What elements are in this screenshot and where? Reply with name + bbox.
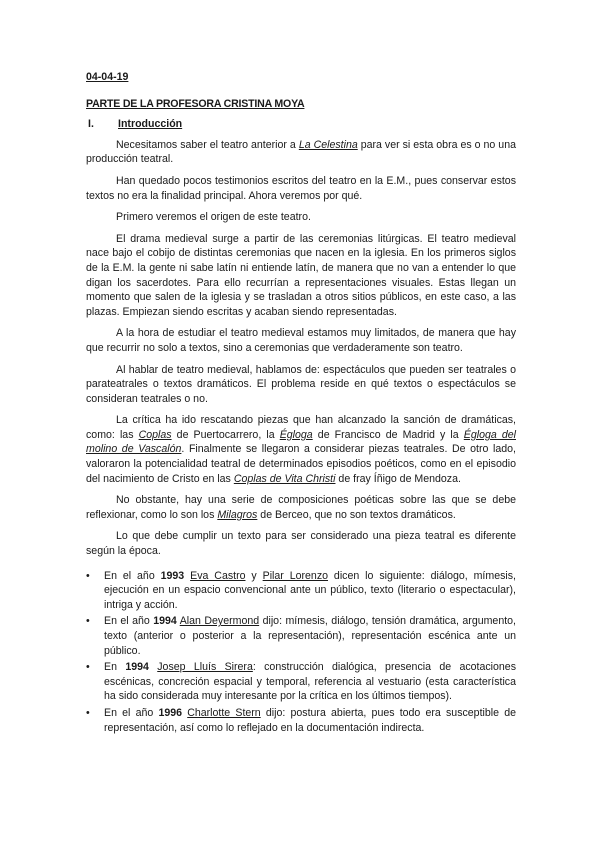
criteria-list (86, 569, 516, 736)
list-item (86, 660, 516, 704)
list-text: dicen lo siguiente: diálogo, mímesis, ejecución en un espacio convencional ante un público, texto (literario o espectacular), intriga y acción. (104, 569, 516, 611)
list-text: En el año (104, 615, 154, 628)
year: 1993 (160, 569, 185, 582)
work-title: Égloga (279, 428, 313, 441)
paragraph-2: Han quedado pocos testimonios escritos del teatro en la E.M., pues conservar estos textos no era la finalidad principal. Ahora veremos por qué. (86, 174, 516, 202)
work-title: Milagros (217, 508, 258, 521)
author-name: Pilar Lorenzo (262, 569, 329, 582)
paragraph-text: para ver si esta obra es o no una producción teatral. (86, 138, 516, 166)
paragraph-text: Necesitamos saber el teatro anterior a (116, 138, 299, 151)
author-name: Charlotte Stern (187, 706, 261, 719)
paragraph-text: . Finalmente se llegaron a considerar piezas teatrales. De otro lado, valoraron la potencialidad teatral de determinados episodios poéticos, como en el episodio del nacimiento de Cristo en las (86, 443, 516, 485)
document-title: PARTE DE LA PROFESORA CRISTINA MOYA (86, 97, 305, 110)
work-title: Coplas (138, 428, 172, 441)
list-text: : construcción dialógica, presencia de acotaciones escénicas, concreción espacial y temporal, referencia al vestuario (esta característica ha sido considerada muy interesante por la crítica en los últimos tiempos). (104, 661, 516, 703)
list-text: En (104, 661, 126, 674)
bullet-icon: • (86, 569, 90, 582)
author-name: Alan Deyermond (179, 615, 260, 628)
paragraph-7 (86, 413, 516, 486)
list-text: dijo: mímesis, diálogo, tensión dramática, argumento, texto (anterior o posterior a la representación), representación escénica ante un público. (104, 615, 516, 657)
list-item (86, 706, 516, 735)
section-heading (86, 117, 516, 132)
list-item (86, 614, 516, 658)
paragraph-text: de fray Íñigo de Mendoza. (335, 472, 461, 485)
bullet-icon: • (86, 706, 90, 719)
paragraph-3: Primero veremos el origen de este teatro. (116, 211, 311, 224)
list-text: dijo: postura abierta, pues todo era susceptible de representación, así como lo reflejado en la documentación indirecta. (104, 706, 516, 734)
list-text: y (245, 569, 263, 582)
work-title: La Celestina (298, 138, 358, 151)
paragraph-text: de Puertocarrero, la (171, 428, 280, 441)
document-page (86, 70, 516, 737)
paragraph-text: La crítica ha ido rescatando piezas que han alcanzado la sanción de dramáticas, como: las (86, 414, 516, 441)
year: 1996 (158, 706, 183, 719)
paragraph-text: de Francisco de Madrid y la (312, 428, 464, 441)
list-item (86, 569, 516, 613)
year: 1994 (153, 615, 177, 628)
bullet-icon: • (86, 661, 90, 674)
paragraph-4: El drama medieval surge a partir de las ceremonias litúrgicas. El teatro medieval nace bajo el cobijo de distintas ceremonias que nacen en la iglesia. En los primeros siglos de la E.M. la gente ni sabe latín ni entiende latín, de manera que no van a entender lo que digan los sacerdotes. Para ello recurrían a representaciones visuales. Estas llegan un momento que salen de la iglesia y se trasladan a otros sitios públicos, en este caso, a las plazas. Empiezan siendo escritas y acaban siendo representadas. (86, 232, 516, 318)
author-name: Josep Lluís Sirera (157, 661, 253, 674)
bullet-icon: • (86, 615, 90, 628)
author-name: Eva Castro (190, 569, 246, 582)
paragraph-6: Al hablar de teatro medieval, hablamos de: espectáculos que pueden ser teatrales o parateatrales o textos dramáticos. El problema reside en qué textos o espectáculos se consideran teatrales o no. (86, 363, 516, 405)
year: 1994 (125, 661, 149, 674)
paragraph-1 (86, 138, 516, 167)
paragraph-text: No obstante, hay una serie de composiciones poéticas sobre las que se debe reflexionar, como lo son los (86, 494, 516, 521)
list-text: En el año (104, 569, 161, 582)
work-title: Égloga del molino de Vascalón (86, 428, 516, 456)
document-date: 04-04-19 (86, 71, 129, 83)
paragraph-text: de Berceo, que no son textos dramáticos. (257, 508, 456, 521)
paragraph-5: A la hora de estudiar el teatro medieval estamos muy limitados, de manera que hay que recurrir no solo a textos, sino a ceremonias que verdaderamente son teatro. (86, 327, 516, 354)
list-text: En el año (104, 706, 159, 719)
section-title: Introducción (118, 118, 183, 131)
section-number: I. (88, 118, 94, 131)
work-title: Coplas de Vita Christi (233, 472, 336, 485)
paragraph-8 (86, 493, 516, 522)
paragraph-9: Lo que debe cumplir un texto para ser considerado una pieza teatral es diferente según la época. (86, 530, 516, 558)
